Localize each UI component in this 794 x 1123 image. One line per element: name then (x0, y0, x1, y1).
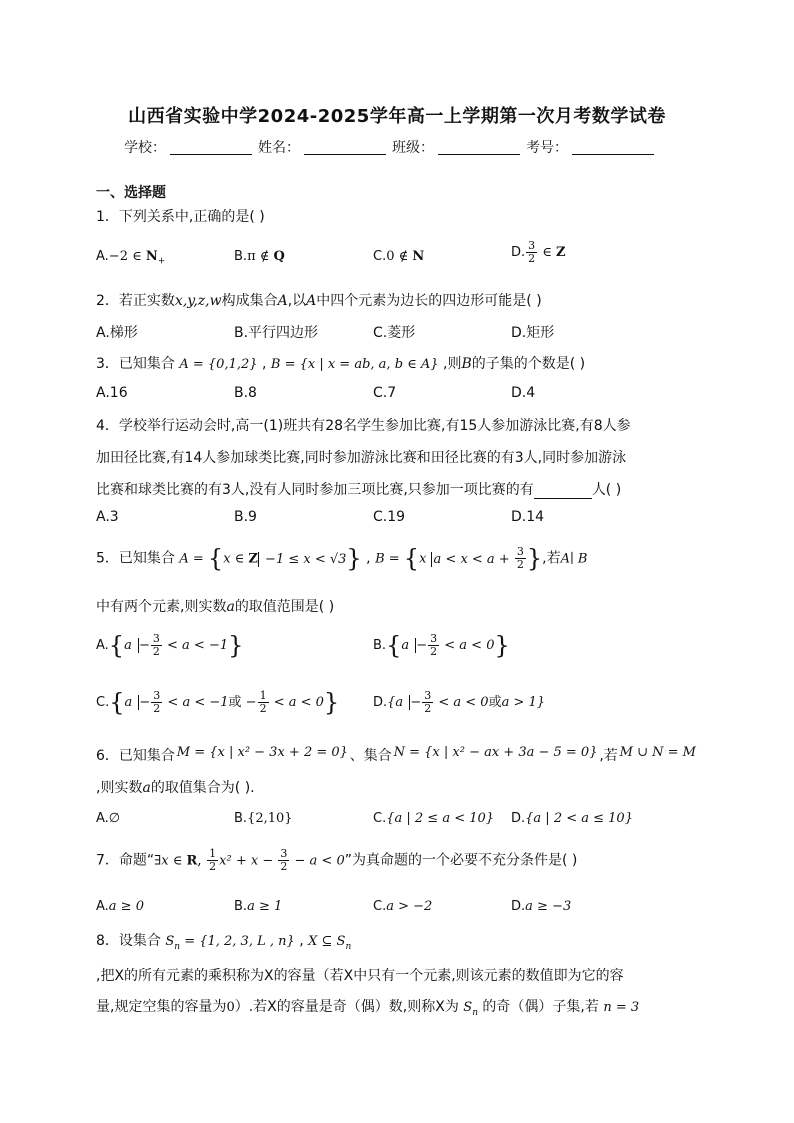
q5-option-d-or: 或 (488, 695, 502, 710)
class-label: 班级： (392, 140, 434, 156)
q2-option-d[interactable]: D.矩形 (511, 325, 555, 341)
q5-option-c-or: 或 (228, 695, 242, 710)
q5-option-d-label: D. (373, 695, 388, 710)
q5-option-b-fraction (428, 633, 439, 658)
q7-option-c-label: C. (373, 899, 387, 914)
fraction-numerator: 3 (430, 632, 438, 645)
exam-number-label: 考号： (526, 140, 568, 156)
fraction-denominator: 2 (209, 860, 217, 873)
q6-stem-part: ,若 (599, 748, 618, 764)
q7-fraction-1 (207, 848, 218, 873)
q6-option-c-math: {a | 2 ≤ a < 10} (386, 811, 495, 826)
fraction-denominator: 2 (528, 252, 536, 265)
q5-option-a-fraction (151, 633, 162, 658)
q7-option-d[interactable] (511, 899, 571, 914)
q7-option-d-label: D. (511, 899, 526, 914)
q1-option-c-label: C. (373, 249, 387, 264)
q5-option-c[interactable] (96, 690, 339, 715)
q3-separator: , (257, 356, 271, 372)
q5-stem-part: 5．已知集合 (96, 550, 180, 567)
q5-stem-part: ,若 (542, 550, 561, 567)
q7-reals-symbol: R (186, 853, 198, 869)
q5-option-b-math: < a < 0 (440, 638, 495, 653)
q8-stem-part: 8．设集合 (96, 933, 166, 949)
q5-variable-a: a (226, 599, 235, 615)
q5-option-c-var: a (125, 695, 140, 710)
fraction-denominator: 2 (280, 860, 288, 873)
q5-option-c-minus: − (139, 695, 151, 710)
q8-zero: 0 (226, 1000, 235, 1015)
q5-option-a-math: < a < −1 (162, 638, 229, 653)
q7-option-b-label: B. (234, 899, 248, 914)
question-5-line-2 (96, 596, 334, 616)
q2-variables: x,y,z,w (174, 293, 222, 309)
q5-option-b[interactable] (373, 633, 510, 658)
q5-option-d[interactable] (373, 690, 545, 715)
fraction-denominator: 2 (153, 702, 161, 715)
q1-option-b[interactable] (234, 249, 285, 264)
empty-set-icon: ∅ (108, 811, 121, 826)
q5-option-c-label: C. (96, 695, 110, 710)
question-8-line-3 (96, 996, 639, 1018)
q4-option-d[interactable]: D.14 (511, 509, 545, 525)
q6-set-m: M = {x | x² − 3x + 2 = 0} (176, 745, 348, 760)
right-brace-icon: } (526, 544, 543, 573)
q2-option-b[interactable]: B.平行四边形 (234, 325, 319, 341)
left-brace-icon: { (403, 544, 420, 573)
school-field[interactable] (170, 139, 252, 155)
q3-option-b[interactable]: B.8 (234, 385, 257, 401)
q7-stem-part: 7．命题“ (96, 852, 155, 869)
question-8-stem (96, 930, 351, 952)
q6-option-c-label: C. (373, 811, 387, 826)
q1-option-d-set: Z (556, 245, 566, 260)
q2-stem-part: 中四个元素为边长的四边形可能是( ) (316, 293, 542, 309)
q6-line-2-tail: 的取值集合为( ). (150, 780, 255, 796)
q5-option-c-math: < a < −1 (163, 695, 229, 710)
question-1-stem: 1．下列关系中,正确的是( ) (96, 209, 265, 225)
name-label: 姓名： (258, 140, 300, 156)
q4-answer-blank (534, 485, 592, 499)
q1-option-a[interactable] (96, 249, 165, 267)
left-brace-icon: { (386, 631, 402, 660)
q8-set-elements: = {1, 2, 3, L , n} (180, 934, 295, 949)
q7-option-b[interactable] (234, 899, 282, 914)
q7-option-d-math: a ≥ −3 (525, 899, 572, 914)
q8-subscript: n (345, 941, 352, 952)
q6-option-d-math: {a | 2 < a ≤ 10} (525, 811, 633, 826)
right-brace-icon: } (346, 544, 362, 573)
q5-line-2-text: 中有两个元素,则实数 (96, 599, 227, 615)
q1-option-b-set: Q (273, 249, 285, 264)
left-brace-icon: { (108, 631, 125, 660)
q1-option-c[interactable] (373, 249, 424, 264)
q5-set-a-var: x ∈ (223, 551, 249, 567)
q6-option-d[interactable] (511, 811, 633, 826)
section-heading: 一、选择题 (96, 185, 166, 201)
left-brace-icon: { (207, 544, 224, 573)
q7-expression-end: − a < 0 (290, 853, 345, 869)
q2-set-a: A (277, 293, 288, 309)
q6-set-n: N = {x | x² − ax + 3a − 5 = 0} (393, 745, 598, 760)
name-field[interactable] (304, 139, 386, 155)
school-label: 学校： (124, 140, 166, 156)
q8-separator: , (294, 933, 309, 949)
q5-option-b-var: a (401, 638, 416, 653)
q5-option-c-minus: − (241, 695, 257, 710)
q8-subset: X ⊆ S (308, 934, 346, 949)
q5-option-d-minus: − (410, 695, 422, 710)
fraction-numerator: 1 (209, 847, 217, 860)
q8-line-3-text: 的奇（偶）子集,若 (477, 999, 604, 1015)
q3-stem-part: 的子集的个数是( ) (471, 356, 586, 372)
q5-set-a-prefix: A = (179, 551, 208, 567)
question-7-stem (96, 848, 577, 873)
q3-stem-part: ,则 (438, 356, 462, 372)
q5-set-b-var: x (419, 551, 431, 567)
q5-separator: , (361, 550, 376, 567)
question-6-stem (96, 745, 696, 765)
q8-line-3-text: ）.若X的容量是奇（偶）数,则称X为 (234, 999, 464, 1015)
q5-line-2-tail: 的取值范围是( ) (234, 599, 335, 615)
q3-set-b: B = {x | x = ab, a, b ∈ A} (270, 357, 439, 372)
right-brace-icon: } (323, 688, 340, 717)
fraction-denominator: 2 (259, 702, 267, 715)
q6-option-b-math: {2,10} (247, 811, 293, 826)
q6-stem-part: 6．已知集合 (96, 748, 175, 764)
q5-option-c-math-2: < a < 0 (269, 695, 324, 710)
q6-line-2-text: ,则实数 (96, 780, 143, 796)
q1-option-d-fraction (526, 240, 537, 265)
q5-option-d-math: < a < 0 (434, 695, 489, 710)
question-3-stem (96, 353, 585, 373)
q7-option-a-math: a ≥ 0 (108, 899, 144, 914)
right-brace-icon: } (494, 631, 510, 660)
q7-exists: ∃x ∈ (154, 853, 187, 869)
q3-set-b-var: B (461, 356, 472, 372)
fraction-numerator: 1 (259, 689, 267, 702)
q8-set-s: S (463, 1000, 473, 1015)
question-6-line-2 (96, 777, 255, 797)
q8-set-s: S (165, 934, 175, 949)
q7-option-b-math: a ≥ 1 (247, 899, 283, 914)
fraction-denominator: 2 (152, 645, 160, 658)
q5-option-a[interactable] (96, 633, 243, 658)
q7-option-a[interactable] (96, 899, 144, 914)
q2-set-a: A (306, 293, 317, 309)
q2-stem-part: 构成集合 (221, 293, 278, 309)
q2-stem-part: ,以 (287, 293, 307, 309)
q7-option-c[interactable] (373, 899, 432, 914)
q3-option-c[interactable]: C.7 (373, 385, 397, 401)
q3-stem-part: 3．已知集合 (96, 356, 180, 372)
q5-set-b-prefix: B = (375, 551, 404, 567)
q6-option-b-label: B. (234, 811, 248, 826)
q6-option-d-label: D. (511, 811, 526, 826)
fraction-numerator: 3 (153, 689, 161, 702)
left-brace-icon: { (109, 688, 125, 717)
q2-option-c[interactable]: C.菱形 (373, 325, 416, 341)
q1-option-a-label: A. (96, 249, 109, 264)
q8-line-3-text: 量,规定空集的容量为 (96, 999, 227, 1015)
q5-option-d-math-2: a > 1} (501, 695, 546, 710)
q5-set-b-condition: a < x < a + (431, 552, 514, 567)
fraction-numerator: 3 (152, 632, 160, 645)
exam-number-field[interactable] (572, 139, 654, 155)
q8-subscript: n (174, 941, 181, 952)
question-8-line-2: ,把X的所有元素的乘积称为X的容量（若X中只有一个元素,则该元素的数值即为它的容 (96, 968, 624, 984)
q3-option-d[interactable]: D.4 (511, 385, 536, 401)
q1-option-d-math: ∈ (538, 245, 557, 260)
q7-stem-part: ”为真命题的一个必要不充分条件是( ) (344, 852, 578, 869)
q8-condition: n = 3 (603, 1000, 640, 1015)
q1-option-b-math: π ∉ (247, 249, 274, 264)
q5-option-b-minus: − (416, 638, 428, 653)
student-info-row (124, 137, 660, 157)
q1-option-a-set: N (145, 249, 158, 264)
q6-stem-part: 、集合 (349, 748, 392, 764)
q4-line-3-tail: 人( ) (591, 482, 622, 498)
question-5-stem (96, 546, 587, 571)
fraction-denominator: 2 (430, 645, 438, 658)
q1-option-a-math: −2 ∈ (108, 249, 146, 264)
q1-option-d[interactable] (511, 240, 566, 265)
q5-option-b-label: B. (373, 638, 387, 653)
question-4-line-1: 4．学校举行运动会时,高一(1)班共有28名学生参加比赛,有15人参加游泳比赛,有8人参 (96, 418, 631, 434)
q1-option-a-sub: + (157, 256, 166, 267)
q6-option-a[interactable] (96, 811, 120, 826)
q5-option-a-minus: − (138, 638, 150, 653)
q4-option-a[interactable]: A.3 (96, 509, 119, 525)
q3-set-a: A = {0,1,2} (179, 357, 258, 372)
fraction-numerator: 3 (424, 689, 432, 702)
q6-option-a-label: A. (96, 811, 109, 826)
fraction-numerator: 3 (280, 847, 288, 860)
q5-set-a-condition: −1 ≤ x < √3 (258, 552, 347, 567)
q7-option-a-label: A. (96, 899, 109, 914)
fraction-denominator: 2 (516, 558, 524, 571)
right-brace-icon: } (228, 631, 244, 660)
q5-option-a-label: A. (96, 638, 109, 653)
fraction-numerator: 3 (516, 545, 524, 558)
exam-title: 山西省实验中学2024-2025学年高一上学期第一次月考数学试卷 (128, 106, 666, 127)
q6-option-b[interactable] (234, 811, 293, 826)
q5-integers-symbol: Z (248, 551, 258, 567)
q7-fraction-2 (278, 848, 289, 873)
q6-option-c[interactable] (373, 811, 494, 826)
q2-option-a[interactable]: A.梯形 (96, 325, 138, 341)
q4-option-c[interactable]: C.19 (373, 509, 406, 525)
q7-expression: x² + x − (219, 853, 278, 869)
fraction-numerator: 3 (528, 239, 536, 252)
q1-option-c-math: 0 ∉ (386, 249, 413, 264)
q3-option-a[interactable]: A.16 (96, 385, 128, 401)
fraction-denominator: 2 (424, 702, 432, 715)
q5-option-d-fraction (422, 690, 433, 715)
q5-option-c-fraction-2 (258, 690, 269, 715)
q5-option-d-var: {a (387, 695, 410, 710)
question-4-line-3 (96, 479, 621, 499)
class-field[interactable] (438, 139, 520, 155)
q5-stem-tail: A∣ B (560, 551, 588, 567)
q5-option-a-var: a (124, 638, 139, 653)
q2-stem-part: 2．若正实数 (96, 293, 175, 309)
q4-option-b[interactable]: B.9 (234, 509, 257, 525)
q5-fraction (515, 546, 526, 571)
q6-condition: M ∪ N = M (619, 745, 696, 760)
q8-subscript: n (472, 1007, 478, 1018)
question-4-line-2: 加田径比赛,有14人参加球类比赛,同时参加游泳比赛和田径比赛的有3人,同时参加游泳 (96, 450, 627, 466)
q1-option-c-set: N (412, 249, 425, 264)
q6-variable-a: a (142, 780, 151, 796)
q1-option-b-label: B. (234, 249, 248, 264)
q7-separator: , (197, 852, 207, 869)
question-2-stem (96, 290, 542, 310)
q5-option-c-fraction (151, 690, 162, 715)
q7-option-c-math: a > −2 (386, 899, 433, 914)
q1-option-d-label: D. (511, 245, 526, 260)
q4-line-3-text: 比赛和球类比赛的有3人,没有人同时参加三项比赛,只参加一项比赛的有 (96, 482, 534, 498)
